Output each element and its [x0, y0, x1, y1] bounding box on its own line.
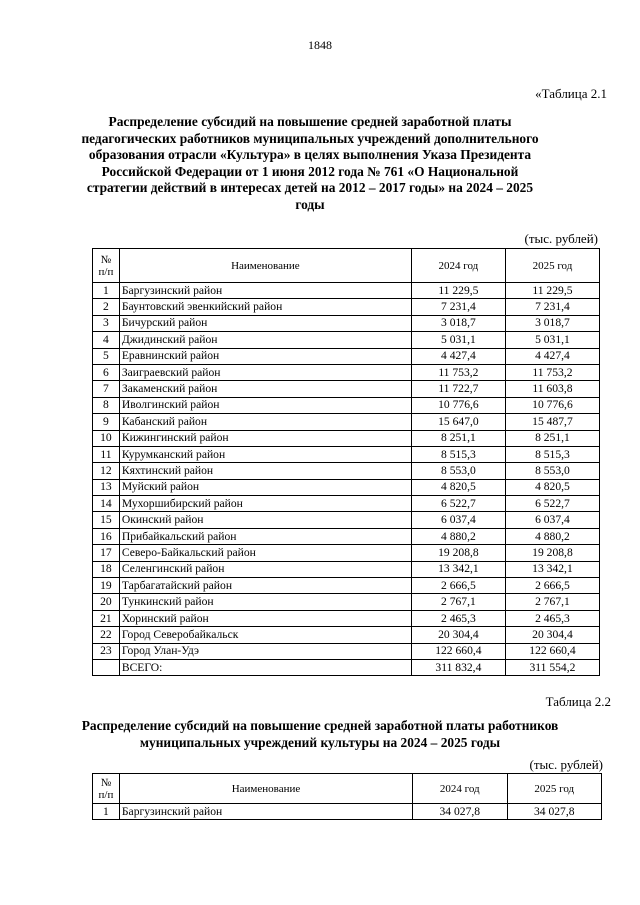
row-name: Город Улан-Удэ — [119, 643, 411, 659]
row-value-2024: 20 304,4 — [411, 627, 505, 643]
row-value-2024: 13 342,1 — [411, 561, 505, 577]
table-row — [93, 299, 600, 315]
row-number: 12 — [93, 463, 120, 479]
table1-body — [93, 283, 600, 676]
row-number: 13 — [93, 479, 120, 495]
row-value-2024: 122 660,4 — [411, 643, 505, 659]
row-name: Баргузинский район — [119, 804, 412, 820]
header-2025: 2025 год — [505, 249, 599, 283]
header-num-line2: п/п — [98, 265, 114, 278]
table-row — [93, 561, 600, 577]
header-num-line1: № — [100, 776, 112, 789]
table-header-row — [93, 774, 602, 804]
table2-body — [93, 804, 602, 820]
table2-label: Таблица 2.2 — [545, 694, 611, 709]
table-row — [93, 528, 600, 544]
row-number: 17 — [93, 545, 120, 561]
row-value-2025: 122 660,4 — [505, 643, 599, 659]
row-name: Кижингинский район — [119, 430, 411, 446]
row-value-2025: 6 522,7 — [505, 496, 599, 512]
row-number: 5 — [93, 348, 120, 364]
row-value-2024: 6 522,7 — [411, 496, 505, 512]
table-row — [93, 545, 600, 561]
table-total-row — [93, 659, 600, 675]
row-name: Город Северобайкальск — [119, 627, 411, 643]
header-2024: 2024 год — [413, 774, 507, 804]
table-row — [93, 332, 600, 348]
table1-title: Распределение субсидий на повышение средней заработной платы педагогических работников муниципальных учреждений дополнительного образования отрасли «Культура» в целях выполнения Указа Президента Российской Федерации от 1 июня 2012 года № 761 «О Национальной стратегии действий в интересах детей на 2012 – 2017 годы» на 2024 – 2025 годы — [81, 114, 539, 212]
header-name: Наименование — [119, 774, 412, 804]
table2-units: (тыс. рублей) — [529, 757, 603, 772]
row-value-2024: 4 427,4 — [411, 348, 505, 364]
table-row — [93, 804, 602, 820]
table-row — [93, 446, 600, 462]
row-value-2024: 311 832,4 — [411, 659, 505, 675]
table-row — [93, 512, 600, 528]
row-name: Тункинский район — [119, 594, 411, 610]
row-value-2025: 34 027,8 — [507, 804, 602, 820]
row-value-2025: 19 208,8 — [505, 545, 599, 561]
table-row — [93, 479, 600, 495]
row-value-2024: 10 776,6 — [411, 397, 505, 413]
row-value-2024: 34 027,8 — [413, 804, 507, 820]
row-number: 15 — [93, 512, 120, 528]
row-number: 20 — [93, 594, 120, 610]
row-name: Мухоршибирский район — [119, 496, 411, 512]
row-value-2025: 8 553,0 — [505, 463, 599, 479]
table-row — [93, 463, 600, 479]
row-number: 1 — [93, 804, 120, 820]
table1-units: (тыс. рублей) — [524, 231, 598, 246]
row-name: Джидинский район — [119, 332, 411, 348]
row-value-2025: 8 515,3 — [505, 446, 599, 462]
row-number: 4 — [93, 332, 120, 348]
header-num — [93, 774, 120, 804]
table-row — [93, 627, 600, 643]
row-value-2024: 8 553,0 — [411, 463, 505, 479]
row-value-2025: 11 603,8 — [505, 381, 599, 397]
row-number: 22 — [93, 627, 120, 643]
row-value-2024: 15 647,0 — [411, 414, 505, 430]
row-value-2025: 13 342,1 — [505, 561, 599, 577]
table-row — [93, 397, 600, 413]
table1-label: «Таблица 2.1 — [535, 86, 607, 101]
row-number: 7 — [93, 381, 120, 397]
row-name: Баунтовский эвенкийский район — [119, 299, 411, 315]
header-name: Наименование — [119, 249, 411, 283]
row-name: Бичурский район — [119, 315, 411, 331]
subsidy-table-2 — [92, 773, 602, 820]
table-row — [93, 414, 600, 430]
row-number: 19 — [93, 578, 120, 594]
row-value-2024: 2 767,1 — [411, 594, 505, 610]
subsidy-table-1 — [92, 248, 600, 676]
table-row — [93, 381, 600, 397]
row-value-2024: 2 666,5 — [411, 578, 505, 594]
row-value-2025: 20 304,4 — [505, 627, 599, 643]
row-value-2025: 2 666,5 — [505, 578, 599, 594]
row-value-2025: 4 880,2 — [505, 528, 599, 544]
header-num-line2: п/п — [98, 788, 114, 801]
table-row — [93, 430, 600, 446]
row-value-2024: 8 515,3 — [411, 446, 505, 462]
table-row — [93, 610, 600, 626]
row-value-2025: 15 487,7 — [505, 414, 599, 430]
header-2025: 2025 год — [507, 774, 602, 804]
row-name: Курумканский район — [119, 446, 411, 462]
row-name: Прибайкальский район — [119, 528, 411, 544]
row-name: Окинский район — [119, 512, 411, 528]
header-num — [93, 249, 120, 283]
row-number: 18 — [93, 561, 120, 577]
row-number: 3 — [93, 315, 120, 331]
row-number: 6 — [93, 364, 120, 380]
row-value-2025: 11 229,5 — [505, 283, 599, 299]
row-name: Селенгинский район — [119, 561, 411, 577]
header-2024: 2024 год — [411, 249, 505, 283]
row-name: Кяхтинский район — [119, 463, 411, 479]
row-name: Кабанский район — [119, 414, 411, 430]
row-value-2024: 2 465,3 — [411, 610, 505, 626]
row-value-2025: 2 767,1 — [505, 594, 599, 610]
row-number: 14 — [93, 496, 120, 512]
row-value-2025: 2 465,3 — [505, 610, 599, 626]
row-name: Закаменский район — [119, 381, 411, 397]
row-value-2024: 7 231,4 — [411, 299, 505, 315]
row-name: Муйский район — [119, 479, 411, 495]
row-value-2025: 4 427,4 — [505, 348, 599, 364]
row-value-2024: 11 753,2 — [411, 364, 505, 380]
row-number: 9 — [93, 414, 120, 430]
page-number: 1848 — [308, 38, 332, 52]
row-value-2025: 6 037,4 — [505, 512, 599, 528]
row-number: 1 — [93, 283, 120, 299]
row-name: Иволгинский район — [119, 397, 411, 413]
table-row — [93, 496, 600, 512]
table-row — [93, 283, 600, 299]
row-value-2024: 4 820,5 — [411, 479, 505, 495]
table-header-row — [93, 249, 600, 283]
table-row — [93, 594, 600, 610]
row-value-2024: 6 037,4 — [411, 512, 505, 528]
row-number: 23 — [93, 643, 120, 659]
table-row — [93, 315, 600, 331]
row-value-2025: 11 753,2 — [505, 364, 599, 380]
row-value-2024: 4 880,2 — [411, 528, 505, 544]
row-name: Хоринский район — [119, 610, 411, 626]
row-value-2025: 10 776,6 — [505, 397, 599, 413]
table-row — [93, 348, 600, 364]
row-value-2024: 19 208,8 — [411, 545, 505, 561]
table2-title: Распределение субсидий на повышение средней заработной платы работников муниципальных учреждений культуры на 2024 – 2025 годы — [81, 718, 559, 750]
row-number: 11 — [93, 446, 120, 462]
row-name: Заиграевский район — [119, 364, 411, 380]
row-value-2024: 5 031,1 — [411, 332, 505, 348]
row-name: ВСЕГО: — [119, 659, 411, 675]
row-value-2025: 5 031,1 — [505, 332, 599, 348]
row-value-2025: 311 554,2 — [505, 659, 599, 675]
table-row — [93, 578, 600, 594]
row-number: 2 — [93, 299, 120, 315]
row-value-2024: 11 722,7 — [411, 381, 505, 397]
row-value-2025: 8 251,1 — [505, 430, 599, 446]
header-num-line1: № — [100, 253, 112, 266]
row-number: 21 — [93, 610, 120, 626]
row-number: 10 — [93, 430, 120, 446]
row-value-2025: 7 231,4 — [505, 299, 599, 315]
row-number: 16 — [93, 528, 120, 544]
table-row — [93, 643, 600, 659]
row-value-2024: 3 018,7 — [411, 315, 505, 331]
row-value-2025: 3 018,7 — [505, 315, 599, 331]
row-name: Баргузинский район — [119, 283, 411, 299]
row-name: Северо-Байкальский район — [119, 545, 411, 561]
row-number — [93, 659, 120, 675]
row-number: 8 — [93, 397, 120, 413]
row-value-2024: 8 251,1 — [411, 430, 505, 446]
table-row — [93, 364, 600, 380]
row-value-2024: 11 229,5 — [411, 283, 505, 299]
row-name: Тарбагатайский район — [119, 578, 411, 594]
row-value-2025: 4 820,5 — [505, 479, 599, 495]
row-name: Еравнинский район — [119, 348, 411, 364]
